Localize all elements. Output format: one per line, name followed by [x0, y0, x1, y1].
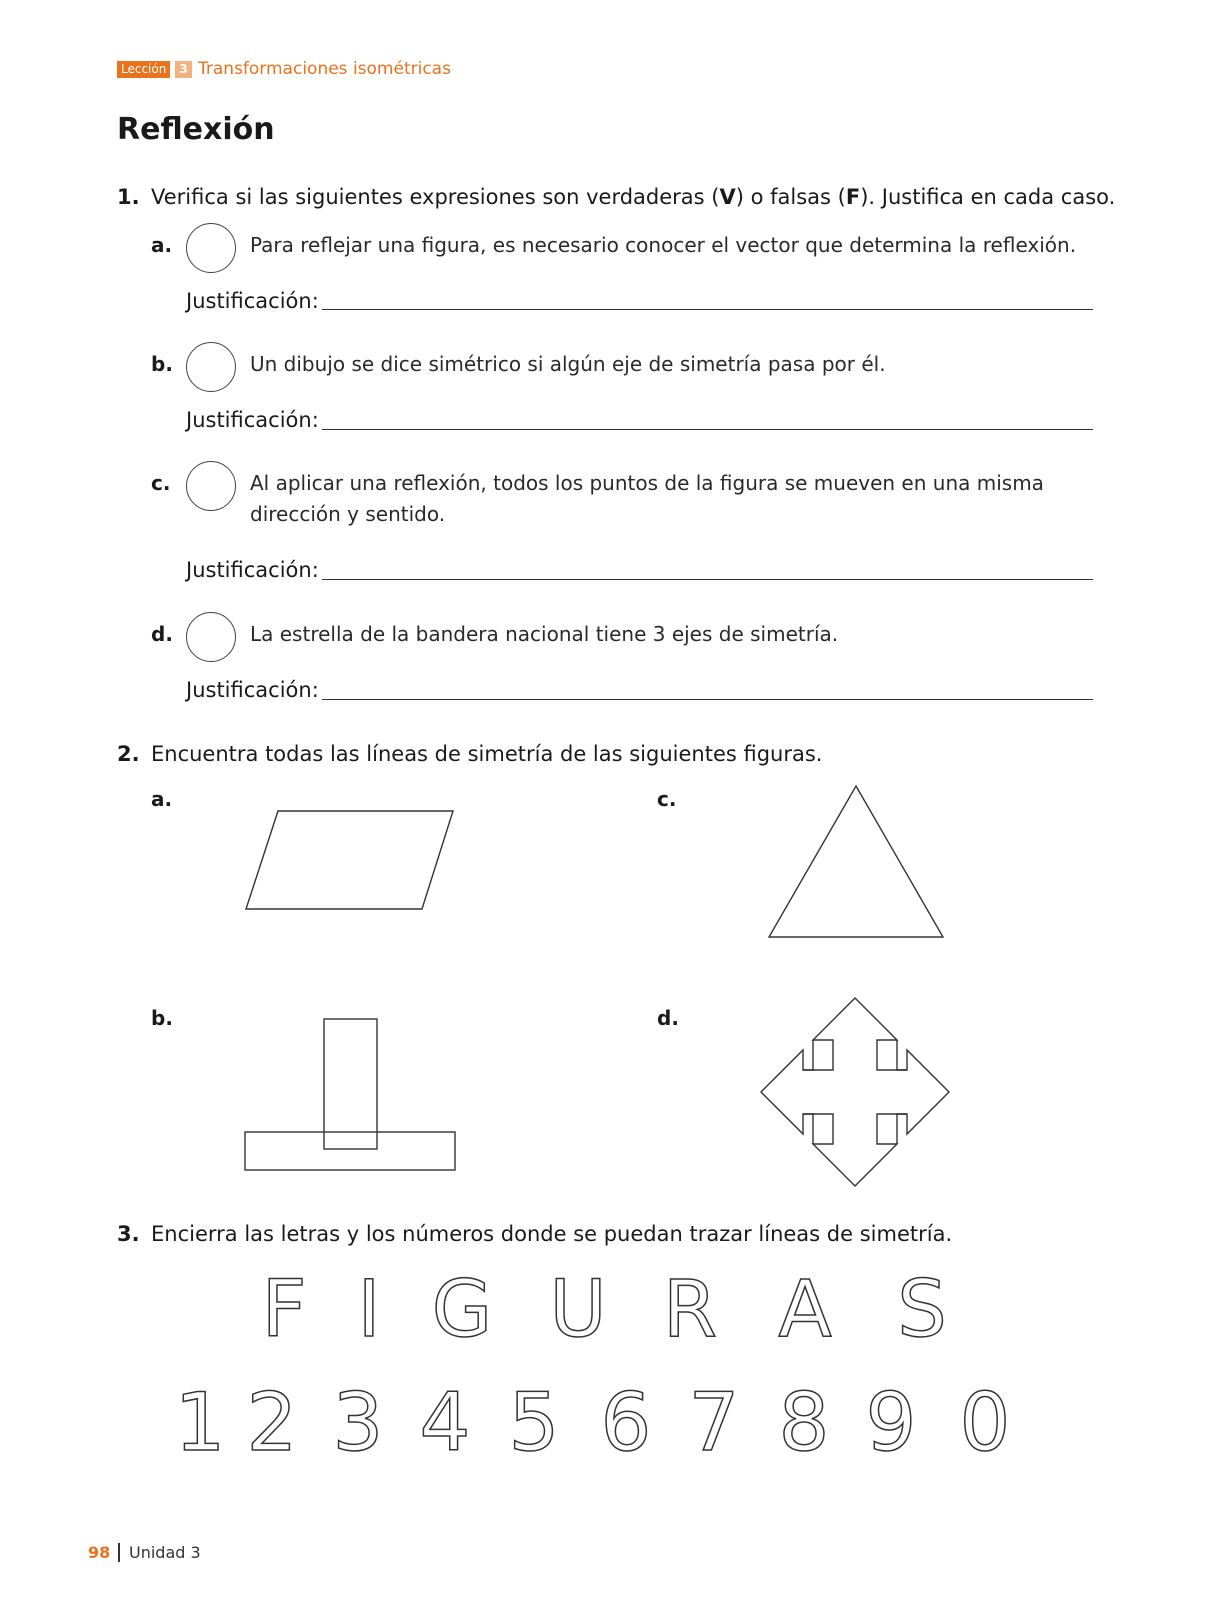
q1c-justification-label: Justificación:	[186, 558, 319, 582]
lesson-label: Lección	[117, 61, 170, 78]
q1b-answer-circle[interactable]	[186, 342, 236, 392]
q1c-answer-circle[interactable]	[186, 461, 236, 511]
letter-u[interactable]: U	[549, 1265, 607, 1355]
digit-2[interactable]: 2	[246, 1376, 298, 1469]
triangle-figure[interactable]	[763, 782, 949, 942]
section-title: Reflexión	[117, 112, 275, 147]
q1d-answer-circle[interactable]	[186, 612, 236, 662]
footer-unit: Unidad 3	[129, 1543, 201, 1562]
digit-6[interactable]: 6	[600, 1376, 652, 1469]
q1-text: Verifica si las siguientes expresiones son verdaderas (V) o falsas (F). Justifica en cada caso.	[151, 185, 1116, 209]
q1d-justification-label: Justificación:	[186, 678, 319, 702]
parallelogram-figure[interactable]	[240, 805, 460, 915]
digit-7[interactable]: 7	[688, 1376, 740, 1469]
q3-number: 3.	[117, 1222, 140, 1246]
digit-8[interactable]: 8	[778, 1376, 830, 1469]
letter-a[interactable]: A	[778, 1265, 832, 1355]
q1b-justification-line[interactable]	[322, 429, 1093, 430]
digit-1[interactable]: 1	[174, 1376, 226, 1469]
letter-r[interactable]: R	[662, 1265, 718, 1355]
q1a-answer-circle[interactable]	[186, 223, 236, 273]
digit-3[interactable]: 3	[332, 1376, 384, 1469]
q1d-statement: La estrella de la bandera nacional tiene 3 ejes de simetría.	[250, 622, 839, 646]
digit-5[interactable]: 5	[508, 1376, 560, 1469]
t-shape-figure[interactable]	[242, 1015, 460, 1175]
four-arrows-figure[interactable]	[757, 995, 953, 1191]
q2b-letter: b.	[151, 1006, 173, 1030]
letter-g[interactable]: G	[431, 1265, 493, 1355]
q2c-letter: c.	[657, 787, 677, 811]
q1d-justification-line[interactable]	[322, 699, 1093, 700]
q2-text: Encuentra todas las líneas de simetría de las siguientes figuras.	[151, 742, 823, 766]
letter-s[interactable]: S	[897, 1265, 947, 1355]
q1c-statement-line2: dirección y sentido.	[250, 502, 446, 526]
q2a-letter: a.	[151, 787, 173, 811]
digit-0[interactable]: 0	[959, 1376, 1011, 1469]
q1b-letter: b.	[151, 352, 173, 376]
lesson-title: Transformaciones isométricas	[198, 59, 451, 79]
q1b-statement: Un dibujo se dice simétrico si algún eje de simetría pasa por él.	[250, 352, 886, 376]
q1a-letter: a.	[151, 233, 173, 257]
letter-i[interactable]: I	[357, 1265, 381, 1355]
q2d-letter: d.	[657, 1006, 679, 1030]
page-number: 98	[88, 1543, 111, 1562]
q1a-justification-line[interactable]	[322, 309, 1093, 310]
q2-number: 2.	[117, 742, 140, 766]
q1c-letter: c.	[151, 471, 171, 495]
q1-number: 1.	[117, 185, 140, 209]
q1a-justification-label: Justificación:	[186, 289, 319, 313]
q1c-statement-line1: Al aplicar una reflexión, todos los puntos de la figura se mueven en una misma	[250, 471, 1044, 495]
digit-4[interactable]: 4	[419, 1376, 471, 1469]
q1c-justification-line[interactable]	[322, 579, 1093, 580]
letter-f[interactable]: F	[261, 1265, 307, 1355]
digit-9[interactable]: 9	[865, 1376, 917, 1469]
footer-separator	[118, 1543, 120, 1562]
lesson-number: 3	[175, 61, 192, 78]
q3-text: Encierra las letras y los números donde se puedan trazar líneas de simetría.	[151, 1222, 953, 1246]
q1a-statement: Para reflejar una figura, es necesario conocer el vector que determina la reflexión.	[250, 233, 1077, 257]
q1d-letter: d.	[151, 622, 173, 646]
q1b-justification-label: Justificación:	[186, 408, 319, 432]
